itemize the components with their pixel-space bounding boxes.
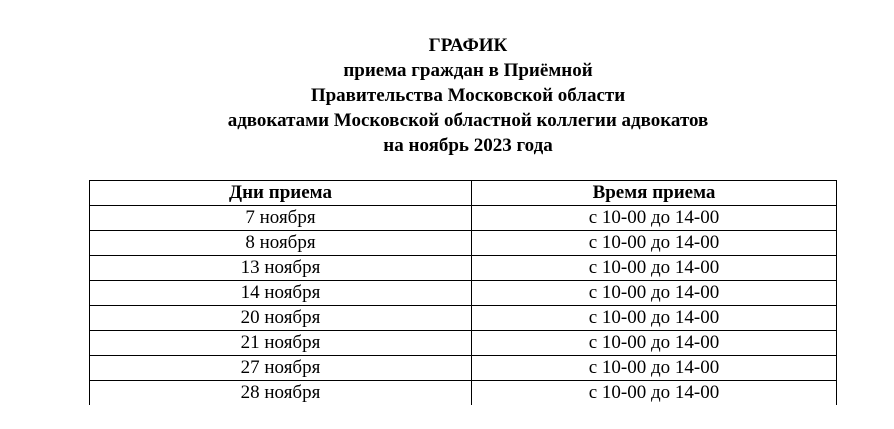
table-row [90, 231, 837, 256]
title-line: приема граждан в Приёмной [343, 60, 593, 81]
table-row [90, 256, 837, 281]
day-cell: 7 ноября [90, 206, 472, 231]
title-line: адвокатами Московской областной коллегии адвокатов [227, 110, 709, 131]
time-cell: с 10-00 до 14-00 [472, 356, 837, 381]
day-cell: 13 ноября [90, 256, 472, 281]
schedule-table [89, 180, 837, 405]
day-cell: 28 ноября [90, 381, 472, 406]
title-line: Правительства Московской области [310, 85, 626, 106]
day-cell: 8 ноября [90, 231, 472, 256]
header-time: Время приема [472, 181, 837, 206]
table-row [90, 281, 837, 306]
time-cell: с 10-00 до 14-00 [472, 256, 837, 281]
time-cell: с 10-00 до 14-00 [472, 281, 837, 306]
table-row [90, 331, 837, 356]
document-title [0, 33, 894, 158]
table-header-row [90, 181, 837, 206]
table-row [90, 381, 837, 406]
table-row [90, 206, 837, 231]
day-cell: 20 ноября [90, 306, 472, 331]
title-line-heading: ГРАФИК [428, 35, 508, 56]
day-cell: 21 ноября [90, 331, 472, 356]
day-cell: 27 ноября [90, 356, 472, 381]
time-cell: с 10-00 до 14-00 [472, 306, 837, 331]
title-line: на ноябрь 2023 года [383, 135, 553, 156]
time-cell: с 10-00 до 14-00 [472, 206, 837, 231]
table-row [90, 356, 837, 381]
day-cell: 14 ноября [90, 281, 472, 306]
table-row [90, 306, 837, 331]
time-cell: с 10-00 до 14-00 [472, 331, 837, 356]
time-cell: с 10-00 до 14-00 [472, 381, 837, 406]
header-days: Дни приема [90, 181, 472, 206]
time-cell: с 10-00 до 14-00 [472, 231, 837, 256]
